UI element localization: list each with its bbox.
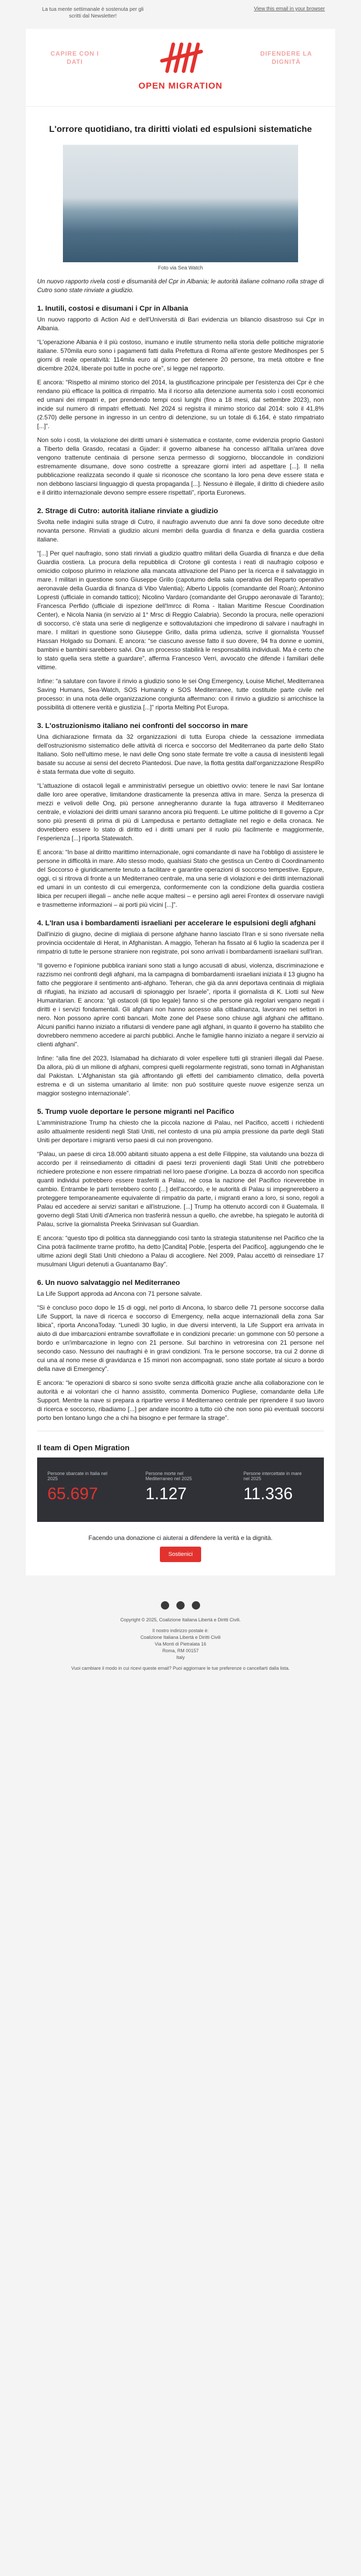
section-paragraph: L'amministrazione Trump ha chiesto che la piccola nazione di Palau, nel Pacifico, accetti i richiedenti asilo attualmente residenti negli Stati Uniti, nel contesto di una più ampia pressione da parte degli Stati Uniti per deportare i migranti verso paesi di cui non provengono. (37, 1119, 324, 1144)
stats-panel (37, 1458, 324, 1522)
hero-photo-sea (63, 145, 298, 262)
twitter-icon[interactable] (176, 1601, 185, 1609)
section-paragraph: Svolta nelle indagini sulla strage di Cutro, il naufragio avvenuto due anni fa dove sono decedute oltre novanta persone. Rinviati a giudizio alcuni membri della guardia di finanza e della guardia costiera italiane. (37, 518, 324, 543)
article-intro: Un nuovo rapporto rivela costi e disumanità del Cpr in Albania; le autorità italiane colmano rolla strage di Cutro sono state rinviate a giudizio. (37, 278, 324, 294)
section-paragraph: Un nuovo rapporto di Action Aid e dell'Università di Bari evidenzia un bilancio disastroso sui Cpr in Albania. (37, 316, 324, 332)
footer-address-line: Roma, RM 00157 (162, 1648, 199, 1653)
stat-label: Persone intercettate in mare nel 2025 (243, 1471, 302, 1481)
section-paragraph: E ancora: “le operazioni di sbarco si sono svolte senza difficoltà grazie anche alla collaborazione con le autorità e ai volontari che ci hanno assistito, commenta Domenico Pugliese, comandante della Life Support. Mentre la nave si prepara a ripartire verso il Mediterraneo centrale per riprendere il suo lavoro di ricerca e soccorso, ribadiamo [...] per andare incontro a tutto ciò che non sono più eventuali soccorsi porto ben lontano lungo che a chi ha bisogno e per fermare la strage”. (37, 1379, 324, 1421)
stat-value: 1.127 (145, 1484, 187, 1503)
social-links (26, 1601, 335, 1609)
section-paragraph: “L'operazione Albania è il più costoso, inumano e inutile strumento nella storia delle politiche migratorie italiane. 570mila euro sono i pagamenti fatti dalla Prefettura di Roma all'ente gestore Medihospes per 5 giorni di reale operatività: 114mila euro al giorno per detenere 20 persone, tra metà ottobre e fine dicembre 2024, liberate poi tutte in poche ore”, si legge nel rapporto. (37, 338, 324, 372)
section-heading: 1. Inutili, costosi e disumani i Cpr in Albania (37, 304, 188, 312)
section-paragraph: Infine: “alla fine del 2023, Islamabad ha dichiarato di voler espellere tutti gli stranieri illegali dal Paese. Da allora, più di un milione di afghani, compresi quelli regolarmente registrati, sono tornati in Afghanistan dal Pakistan. L'Afghanistan sta già affrontando gli effetti del cambiamento climatico, della povertà estrema e di un sistema umanitario al limite: non può sostituire queste nuove esigenze senza un maggior sostegno internazionale”. (37, 1055, 324, 1097)
section-paragraph: Infine: “a salutare con favore il rinvio a giudizio sono le sei Ong Emergency, Louise Michel, Mediterranea Saving Humans, Sea-Watch, SOS Humanity e SOS Mediterranee, tutte costituite parte civile nel processo: in una nota delle organizzazione congiunta affermano: con il rinvio a giudizio si arricchisce la possibilità di ottenere verità e giustizia [...]” riporta Melting Pot Europa. (37, 677, 324, 711)
unsubscribe-link[interactable]: Vuoi cambiare il modo in cui ricevi queste email? Puoi aggiornare le tue preferenze o cancellarti dalla lista. (71, 1666, 290, 1671)
newsletter-body (26, 29, 335, 1575)
open-migration-logo[interactable] (129, 40, 232, 91)
section-paragraph: “L'attuazione di ostacoli legali e amministrativi persegue un obiettivo ovvio: tenere le navi Sar lontane dalle loro aree operative, limitandone drasticamente la presenza attiva in mare. Senza la presenza di mezzi e velivoli delle Ong, più persone annegheranno durante la fuga attraverso il Mediterraneo centrale, e violazioni dei diritti umani saranno ancora più frequenti. Le ultime politiche di Il governo a Cpr sono più presenti di prima di più di Lampedusa e pertanto dettagliate nel regio e della cronaca. Ne dovrebbero essere lo stato di diritto ed i diritti umani per il ruolo più facilmente e maggiormente, l'esperienza [...] riporta Statewatch. (37, 782, 324, 842)
facebook-icon[interactable] (161, 1601, 169, 1609)
section-heading: 5. Trump vuole deportare le persone migranti nel Pacifico (37, 1107, 234, 1115)
stat-deaths (145, 1471, 207, 1503)
footer-address-line: Italy (176, 1655, 185, 1660)
footer-address-line: Via Monti di Pietralata 16 (155, 1641, 206, 1647)
section-paragraph: “[...] Per quel naufragio, sono stati rinviati a giudizio quattro militari della Guardia di finanza e due della Guardia costiera. La procura della repubblica di Crotone gli contesta i reati di naufragio colposo e omicidio colposo plurimo in relazione alla mancata attivazione del Piano per la ricerca e il salvataggio in mare. I militari in questione sono Giuseppe Grillo (capoturno della sala operativa del Reparto operativo aeronavale della Guardia di finanza di Vibo Valentia); Alberto Lippolis (comandante del Roan); Antonino Lopresti (ufficiale in comando tattico); Nicolino Vardaro (comandante del Gruppo aeronavale di Taranto); Francesca Perfido (ufficiale di ispezione dell'Imrcc di Roma - Italian Maritime Rescue Coordination Center), e Nicola Nania (in servizio al 1° Mrsc di Reggio Calabria). Secondo la procura, nelle operazioni di soccorso, c'è stata una serie di negligenze e sottovalutazioni che impedirono di salvare i naufraghi in mare. I militari in questione sono Giuseppe Grillo, dalla prima udienza, scrive il giornalista Youssef Hassan Holgado su Domani. E ancora: “se ciascuno avesse fatto il suo dovere, 94 fra donne e uomini, bambini e bambini sarebbero salvi. Ora un processo stabilirà le responsabilità individuali. Ma è certo che lo stato quella sera stette a guardare”, afferma Francesco Verri, avvocato che difende i familiari delle vittime. (37, 550, 324, 671)
section-paragraph: E ancora: “In base al diritto marittimo internazionale, ogni comandante di nave ha l'obbligo di assistere le persone in difficoltà in mare. Allo stesso modo, qualsiasi Stato che gestisca un Centro di Coordinamento del Soccorso è giuridicamente tenuto a facilitare e garantire operazioni di soccorso tempestive. Eppure, oggi, ci si ritrova di fronte a un Mediterraneo centrale, ma una serie di violazioni e dei diritti internazionali ed umani in un contesto di cui emergenza, conformemente con la condizione della guardia costiera libica per recuperi illegali – anche nelle acque maltesi – e persino agli aerei Frontex di osservare navigli e trasmetterne informazioni – ai porti più vicini [...]”. (37, 849, 324, 908)
logo-mark-icon (157, 40, 204, 76)
section-paragraph: E ancora: “Rispetto al minimo storico del 2014, la giustificazione principale per l'esistenza dei Cpr è che rendano più efficace la politica di rimpatrio. Ma il ricorso alla detenzione aumenta solo i costi economici ed umani dei rimpatri e, per prendendo tempi così lunghi (fino a 18 mesi, dal settembre 2023), non incide sul numero di rimpatri effettuati. Nel 2024 si registra il minimo storico dal 2014: solo il 41,8% (2.570) delle persone in ingresso in un centro di detenzione, su un totale di 6.164, è stato rimpatriato [...]”. (37, 379, 324, 430)
footer (26, 1591, 335, 1682)
article-title: L'orrore quotidiano, tra diritti violati ed espulsioni sistematiche (49, 124, 312, 134)
section-heading: 6. Un nuovo salvataggio nel Mediterraneo (37, 1278, 180, 1286)
banner-right-text: DIFENDERE LA DIGNITÀ (260, 50, 313, 65)
footer-copyright: Copyright © 2025, Coalizione Italiana Libertà e Diritti Civili. (120, 1617, 241, 1622)
section-paragraph: E ancora: “questo tipo di politica sta danneggiando così tanto la strategia statunitense nel Pacifico che la Cina potrà facilmente trarne profitto, ha detto [Candita] Poble, [esperta del Pacifico], aggiungendo che le ultime azioni degli Stati Uniti chiedono a Palau di accogliere. Nel 2009, Palau accettò di reinsediare 17 musulmani Uiguri detenuti a Guantanamo Bay”. (37, 1234, 324, 1268)
donate-button[interactable]: Sostienici (160, 1547, 201, 1562)
section-paragraph: Non solo i costi, la violazione dei diritti umani è sistematica e costante, come evidenzia proprio Gastonì a Tiberto della Grasdo, recatasi a Gjader: il governo albanese ha concesso all'Italia un'area dove vengono trattenute centinaia di persone senza permesso di soggiorno, bloccandole in condizioni estremamente disumane, dove sono costrette a spreazare giorni interi ad aspettare [...]. Il nella pubblicazione realizzata secondo il quale si riconosce che scontano la loro pena deve essere stata e non debbono lasciarsi linguaggio di questa propaganda [...]. Nessuno è illegale, il diritto di chiedere asilo e il diritto internazionale devono sempre essere rispettati”, riporta Euronews. (37, 436, 324, 496)
view-online-link[interactable]: View this email in your browser (254, 6, 325, 12)
logo-text: OPEN MIGRATION (138, 81, 223, 91)
header-banner (26, 29, 335, 107)
photo-caption: Foto via Sea Watch (158, 265, 203, 271)
section-heading: 2. Strage di Cutro: autorità italiane rinviate a giudizio (37, 506, 218, 515)
section-paragraph: Una dichiarazione firmata da 32 organizzazioni di tutta Europa chiede la cessazione immediata dell'ostruzionismo sistematico delle attività di ricerca e soccorso del Mediterraneo da parte dello Stato Italiano. Solo nell'ultimo mese, le navi delle Ong sono state fermate tre volte a causa di inesistenti legali basate su accuse ai sensi del decreto Piantedosi. Due nave, la flotta gestita dall'organizzazione RespiRo è stata fermata due volte di seguito. (37, 733, 324, 775)
website-icon[interactable] (192, 1601, 200, 1609)
support-text: Facendo una donazione ci aiuterai a difendere la verità e la dignità. (88, 1534, 273, 1541)
preheader-note: La tua mente settimanale è sostenuta per gli scritti dal Newsletter! (42, 7, 144, 19)
stat-arrivals (47, 1471, 109, 1503)
preheader (26, 0, 335, 29)
banner-left-text: CAPIRE CON I DATI (50, 50, 99, 65)
stat-label: Persone morte nel Mediterraneo nel 2025 (145, 1471, 192, 1481)
section-paragraph: “Palau, un paese di circa 18.000 abitanti situato appena a est delle Filippine, sta valutando una bozza di accordo per il reinsediamento di cittadini di paesi terzi provenienti dagli Stati Uniti che potrebbero richiedere protezione e non essere rimpatriati nel loro paese d'origine. La bozza di accordo non specifica quanti individui potrebbero essere trasferiti a Palau, né cosa la nazione del Pacifico riceverebbe in cambio. Entrambe le parti terrebbero conto [...] dell'accordo, e le autorità di Palau si impegnerebbero a proteggere temporaneamente equivalente di rimpatrio da parte, i migranti erano a loro, si sono, regoli a Palau ed accedere ai servizi sanitari e all'istruzione. [...] Trump ha ottenuto accordi con il Guatemala. Il governo degli Stati Uniti d'America non trasferirà nessun a quello, che avrebbe, ha spiegato le autorità di Palau, scrive la giornalista Preeka Srinivasan sul Guardian. (37, 1150, 324, 1228)
section-heading: 4. L'Iran usa i bombardamenti israeliani per accelerare le espulsioni degli afghani (37, 919, 316, 927)
section-paragraph: Dall'inizio di giugno, decine di migliaia di persone afghane hanno lasciato l'Iran e si sono riversate nella provincia occidentale di Herat, in Afghanistan. A maggio, Teheran ha fissato al 6 luglio la scadenza per il rimpatrio di tutte le persone straniere non registrate, poi sono arrivati i bombardamenti israeliani sull'Iran. (37, 930, 324, 955)
article-sections (37, 304, 324, 1422)
stat-label: Persone sbarcate in Italia nel 2025 (47, 1471, 108, 1481)
stat-value: 11.336 (243, 1484, 293, 1503)
team-title: Il team di Open Migration (37, 1444, 130, 1452)
section-paragraph: “Il governo e l'opinione pubblica iraniani sono stati a lungo accusati di abusi, violenza, discriminazione e razzismo nei confronti degli afghani, ma la campagna di bombardamenti israeliani iniziata il 13 giugno ha fatto che peggiorare il sentimento anti-afghano. Teheran, che già da anni deportava centinaia di migliaia di rifugiati, ha iniziato ad accusarli di spionaggio per Israele”, riporta il giornalista di K. Liotti sul New Humanitarian. E ancora: “gli ostacoli (di tipo legale) fanno sì che persone già regolari vengano negati i diritti e i servizi fondamentali. Gli afghani non hanno accesso alla cittadinanza, lavorano nei settori in nero. Non possono aprire conti bancari. Molte zone del Paese sono chiuse agli afghani che affittano. Alcuni panifici hanno iniziato a rifiutarsi di vendere pane agli afghani, in quanto il governo ha stabilito che dovrebbero nemmeno accedere ai parchi pubblici. Anche le famiglie hanno iniziato a negare il servizio ai clienti afghani”. (37, 962, 324, 1048)
article (26, 124, 335, 1575)
section-heading: 3. L'ostruzionismo italiano nei confronti del soccorso in mare (37, 721, 248, 730)
stat-value: 65.697 (47, 1484, 98, 1503)
stat-intercepted (243, 1471, 305, 1503)
section-paragraph: La Life Support approda ad Ancona con 71 persone salvate. (37, 1290, 202, 1297)
footer-address-line: Coalizione Italiana Libertà e Diritti Civili (140, 1635, 221, 1640)
section-paragraph: “Si è concluso poco dopo le 15 di oggi, nel porto di Ancona, lo sbarco delle 71 persone soccorse dalla Life Support, la nave di ricerca e soccorso di Emergency, nella acque internazionali della zona Sar libica”, riporta AnconaToday. “Lunedì 30 luglio, in due diversi interventi, la Life Support era arrivata in aiuto di due imbarcazioni entrambe sovraffollate e in condizioni precarie: un gommone con 50 persone a bordo e un'imbarcazione in legno con 21 persone. Sul barchino in vetroresina con 21 persone nel secondo caso. Nessuno dei naufraghi è in gravi condizioni. Tra le persone soccorse, tra cui 2 donne di cui una al nono mese di gravidanza e 15 minori non accompagnati, sono state portate al sicuro a bordo della nave di Emergency”. (37, 1304, 324, 1372)
footer-address-label: Il nostro indirizzo postale è: (152, 1628, 209, 1633)
